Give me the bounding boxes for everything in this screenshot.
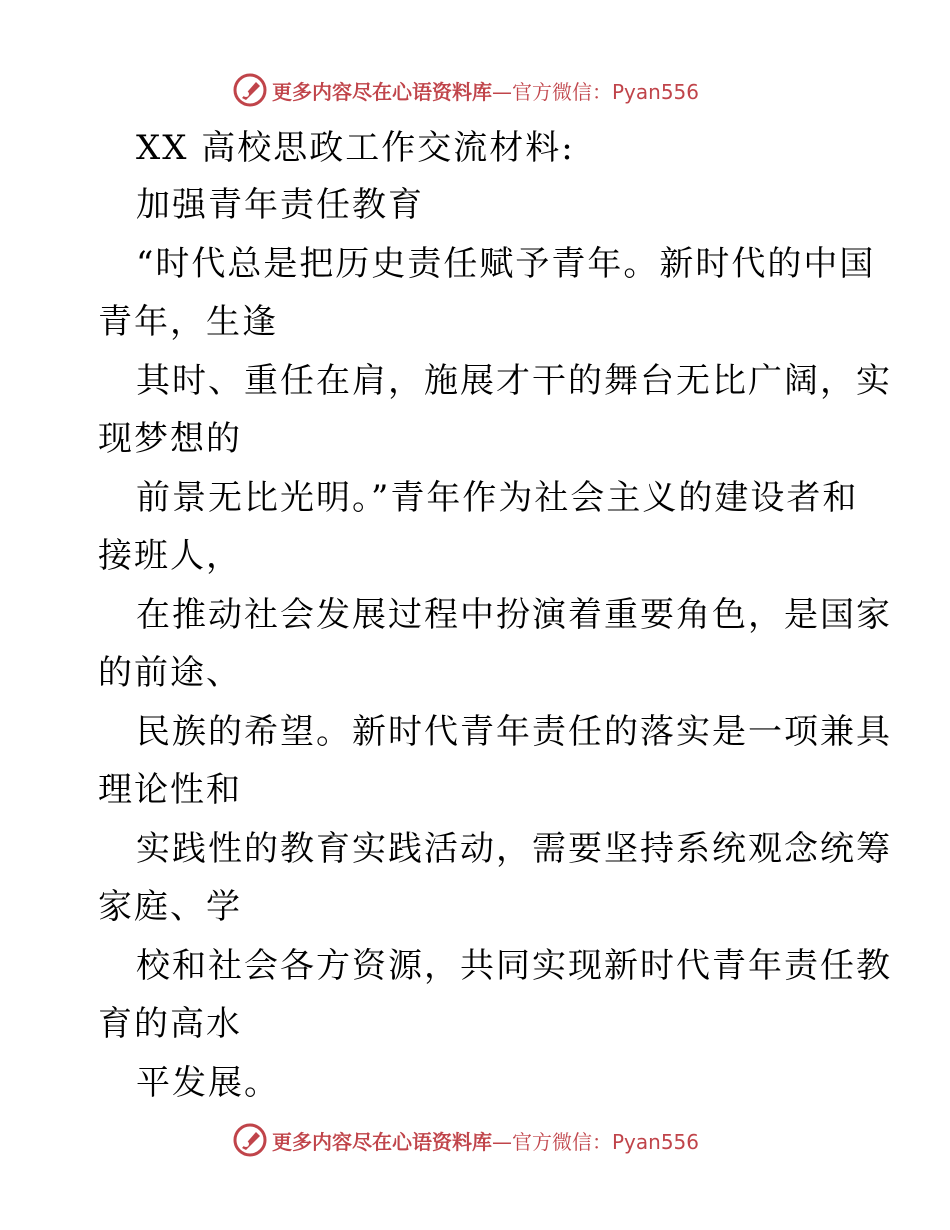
paragraph-line: 现梦想的: [98, 419, 242, 459]
paragraph-line: 其时、重任在肩，施展才干的舞台无比广阔，实: [136, 361, 892, 401]
paragraph-line: 实践性的教育实践活动，需要坚持系统观念统筹: [136, 829, 892, 869]
paragraph-line: 青年，生逢: [98, 302, 278, 342]
banner-brand: 更多内容尽在心语资料库: [272, 79, 492, 104]
paragraph-line: 在推动社会发展过程中扮演着重要角色，是国家: [136, 595, 892, 635]
footer-banner: [232, 1122, 699, 1158]
paragraph-line: 民族的希望。新时代青年责任的落实是一项兼具: [136, 712, 892, 752]
banner-separator: —: [492, 1129, 512, 1154]
banner-text: [272, 1126, 699, 1155]
document-subtitle: 加强青年责任教育: [136, 185, 424, 225]
document-title: XX 高校思政工作交流材料:: [136, 128, 575, 168]
pen-nib-logo-icon: [232, 1122, 268, 1158]
banner-wechat: 官方微信：Pyan556: [512, 1129, 700, 1154]
paragraph-line: “时代总是把历史责任赋予青年。新时代的中国: [136, 244, 876, 284]
paragraph-line: 的前途、: [98, 653, 242, 693]
paragraph-line: 校和社会各方资源，共同实现新时代青年责任教: [136, 946, 892, 986]
paragraph-line: 前景无比光明。”青年作为社会主义的建设者和: [136, 478, 859, 518]
banner-wechat: 官方微信：Pyan556: [512, 79, 700, 104]
banner-brand: 更多内容尽在心语资料库: [272, 1129, 492, 1154]
banner-separator: —: [492, 79, 512, 104]
paragraph-line: 接班人，: [98, 536, 242, 576]
paragraph-line: 理论性和: [98, 770, 242, 810]
paragraph-line: 育的高水: [98, 1004, 242, 1044]
paragraph-line: 家庭、学: [98, 887, 242, 927]
paragraph-line: 平发展。: [136, 1063, 280, 1103]
